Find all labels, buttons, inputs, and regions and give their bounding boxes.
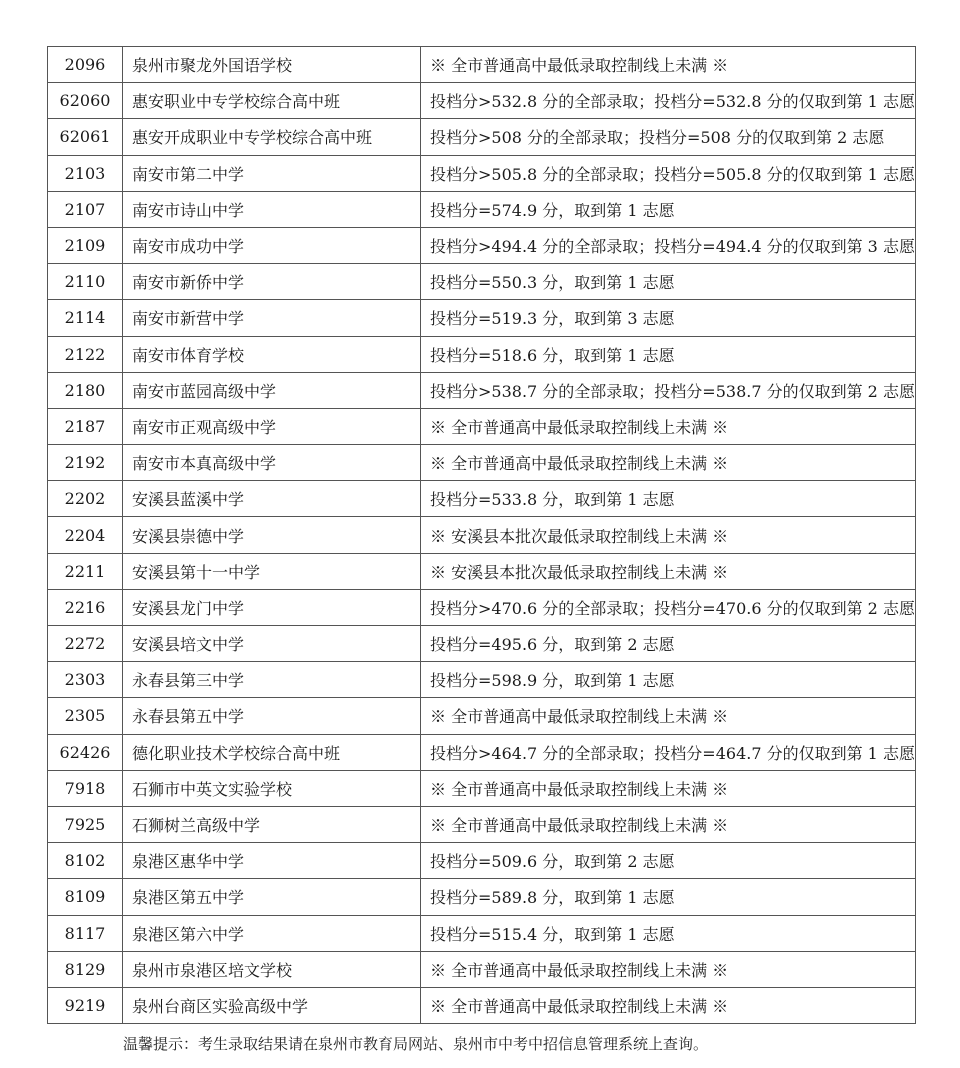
school-code-cell: 62426 (48, 734, 123, 770)
table-row (48, 264, 916, 300)
school-name-cell: 安溪县崇德中学 (123, 517, 421, 553)
school-code-cell: 2103 (48, 155, 123, 191)
school-name-cell: 南安市诗山中学 (123, 191, 421, 227)
school-code-cell: 2109 (48, 227, 123, 263)
table-row (48, 806, 916, 842)
table-row (48, 119, 916, 155)
admission-result-cell: ※ 安溪县本批次最低录取控制线上未满 ※ (421, 517, 916, 553)
table-row (48, 626, 916, 662)
admission-result-cell: ※ 全市普通高中最低录取控制线上未满 ※ (421, 770, 916, 806)
footer-note: 温馨提示：考生录取结果请在泉州市教育局网站、泉州市中考中招信息管理系统上查询。 (123, 1035, 709, 1053)
admission-result-cell: 投档分=598.9 分，取到第 1 志愿 (421, 662, 916, 698)
table-row (48, 372, 916, 408)
school-code-cell: 2110 (48, 264, 123, 300)
table-row (48, 517, 916, 553)
table-row (48, 47, 916, 83)
school-code-cell: 7925 (48, 806, 123, 842)
school-code-cell: 8102 (48, 843, 123, 879)
admission-result-cell: ※ 全市普通高中最低录取控制线上未满 ※ (421, 445, 916, 481)
school-code-cell: 8129 (48, 951, 123, 987)
school-name-cell: 德化职业技术学校综合高中班 (123, 734, 421, 770)
school-name-cell: 泉港区惠华中学 (123, 843, 421, 879)
table-row (48, 445, 916, 481)
school-code-cell: 2096 (48, 47, 123, 83)
school-code-cell: 2303 (48, 662, 123, 698)
school-code-cell: 2180 (48, 372, 123, 408)
admission-result-cell: 投档分=518.6 分，取到第 1 志愿 (421, 336, 916, 372)
school-name-cell: 永春县第三中学 (123, 662, 421, 698)
school-name-cell: 安溪县龙门中学 (123, 589, 421, 625)
table-row (48, 987, 916, 1023)
school-code-cell: 2204 (48, 517, 123, 553)
school-name-cell: 石狮树兰高级中学 (123, 806, 421, 842)
table-row (48, 843, 916, 879)
admission-result-cell: 投档分=550.3 分，取到第 1 志愿 (421, 264, 916, 300)
school-code-cell: 9219 (48, 987, 123, 1023)
school-name-cell: 惠安开成职业中专学校综合高中班 (123, 119, 421, 155)
school-name-cell: 南安市第二中学 (123, 155, 421, 191)
admission-result-cell: ※ 全市普通高中最低录取控制线上未满 ※ (421, 47, 916, 83)
school-name-cell: 南安市成功中学 (123, 227, 421, 263)
school-code-cell: 2272 (48, 626, 123, 662)
school-code-cell: 2107 (48, 191, 123, 227)
admission-result-cell: 投档分>532.8 分的全部录取；投档分=532.8 分的仅取到第 1 志愿 (421, 83, 916, 119)
school-name-cell: 泉州市泉港区培文学校 (123, 951, 421, 987)
table-row (48, 191, 916, 227)
school-name-cell: 南安市蓝园高级中学 (123, 372, 421, 408)
admission-result-cell: ※ 全市普通高中最低录取控制线上未满 ※ (421, 951, 916, 987)
school-code-cell: 8109 (48, 879, 123, 915)
admission-result-cell: ※ 全市普通高中最低录取控制线上未满 ※ (421, 987, 916, 1023)
school-code-cell: 62061 (48, 119, 123, 155)
table-row (48, 553, 916, 589)
school-name-cell: 永春县第五中学 (123, 698, 421, 734)
school-name-cell: 泉州台商区实验高级中学 (123, 987, 421, 1023)
school-name-cell: 安溪县蓝溪中学 (123, 481, 421, 517)
table-row (48, 879, 916, 915)
school-name-cell: 安溪县第十一中学 (123, 553, 421, 589)
table-row (48, 300, 916, 336)
admission-result-cell: 投档分=574.9 分，取到第 1 志愿 (421, 191, 916, 227)
admission-result-cell: ※ 全市普通高中最低录取控制线上未满 ※ (421, 806, 916, 842)
school-name-cell: 南安市正观高级中学 (123, 408, 421, 444)
school-name-cell: 惠安职业中专学校综合高中班 (123, 83, 421, 119)
table-row (48, 698, 916, 734)
school-code-cell: 2114 (48, 300, 123, 336)
admission-result-cell: 投档分=495.6 分，取到第 2 志愿 (421, 626, 916, 662)
school-code-cell: 2192 (48, 445, 123, 481)
admission-results-table (47, 46, 916, 1024)
table-row (48, 155, 916, 191)
school-name-cell: 安溪县培文中学 (123, 626, 421, 662)
admission-result-cell: ※ 安溪县本批次最低录取控制线上未满 ※ (421, 553, 916, 589)
table-row (48, 408, 916, 444)
admission-result-cell: 投档分>494.4 分的全部录取；投档分=494.4 分的仅取到第 3 志愿 (421, 227, 916, 263)
school-name-cell: 南安市新营中学 (123, 300, 421, 336)
admission-result-cell: 投档分>464.7 分的全部录取；投档分=464.7 分的仅取到第 1 志愿 (421, 734, 916, 770)
table-row (48, 83, 916, 119)
school-name-cell: 泉港区第五中学 (123, 879, 421, 915)
school-name-cell: 南安市体育学校 (123, 336, 421, 372)
table-row (48, 481, 916, 517)
admission-result-cell: ※ 全市普通高中最低录取控制线上未满 ※ (421, 408, 916, 444)
admission-result-cell: 投档分=533.8 分，取到第 1 志愿 (421, 481, 916, 517)
admission-result-cell: ※ 全市普通高中最低录取控制线上未满 ※ (421, 698, 916, 734)
table-body (48, 47, 916, 1024)
admission-result-cell: 投档分>508 分的全部录取；投档分=508 分的仅取到第 2 志愿 (421, 119, 916, 155)
school-code-cell: 8117 (48, 915, 123, 951)
school-code-cell: 2187 (48, 408, 123, 444)
school-code-cell: 2122 (48, 336, 123, 372)
table-row (48, 589, 916, 625)
school-name-cell: 南安市本真高级中学 (123, 445, 421, 481)
admission-result-cell: 投档分=519.3 分，取到第 3 志愿 (421, 300, 916, 336)
table-row (48, 336, 916, 372)
table-row (48, 915, 916, 951)
table-row (48, 662, 916, 698)
school-name-cell: 泉州市聚龙外国语学校 (123, 47, 421, 83)
table-row (48, 227, 916, 263)
admission-result-cell: 投档分>538.7 分的全部录取；投档分=538.7 分的仅取到第 2 志愿 (421, 372, 916, 408)
admission-result-cell: 投档分=589.8 分，取到第 1 志愿 (421, 879, 916, 915)
school-code-cell: 2211 (48, 553, 123, 589)
school-name-cell: 南安市新侨中学 (123, 264, 421, 300)
school-code-cell: 2305 (48, 698, 123, 734)
admission-result-cell: 投档分=515.4 分，取到第 1 志愿 (421, 915, 916, 951)
school-code-cell: 2216 (48, 589, 123, 625)
admission-result-cell: 投档分>470.6 分的全部录取；投档分=470.6 分的仅取到第 2 志愿 (421, 589, 916, 625)
school-name-cell: 泉港区第六中学 (123, 915, 421, 951)
school-name-cell: 石狮市中英文实验学校 (123, 770, 421, 806)
admission-result-cell: 投档分=509.6 分，取到第 2 志愿 (421, 843, 916, 879)
table-row (48, 951, 916, 987)
table-row (48, 770, 916, 806)
admission-result-cell: 投档分>505.8 分的全部录取；投档分=505.8 分的仅取到第 1 志愿 (421, 155, 916, 191)
school-code-cell: 2202 (48, 481, 123, 517)
school-code-cell: 7918 (48, 770, 123, 806)
admission-results-document (47, 46, 915, 1024)
table-row (48, 734, 916, 770)
school-code-cell: 62060 (48, 83, 123, 119)
